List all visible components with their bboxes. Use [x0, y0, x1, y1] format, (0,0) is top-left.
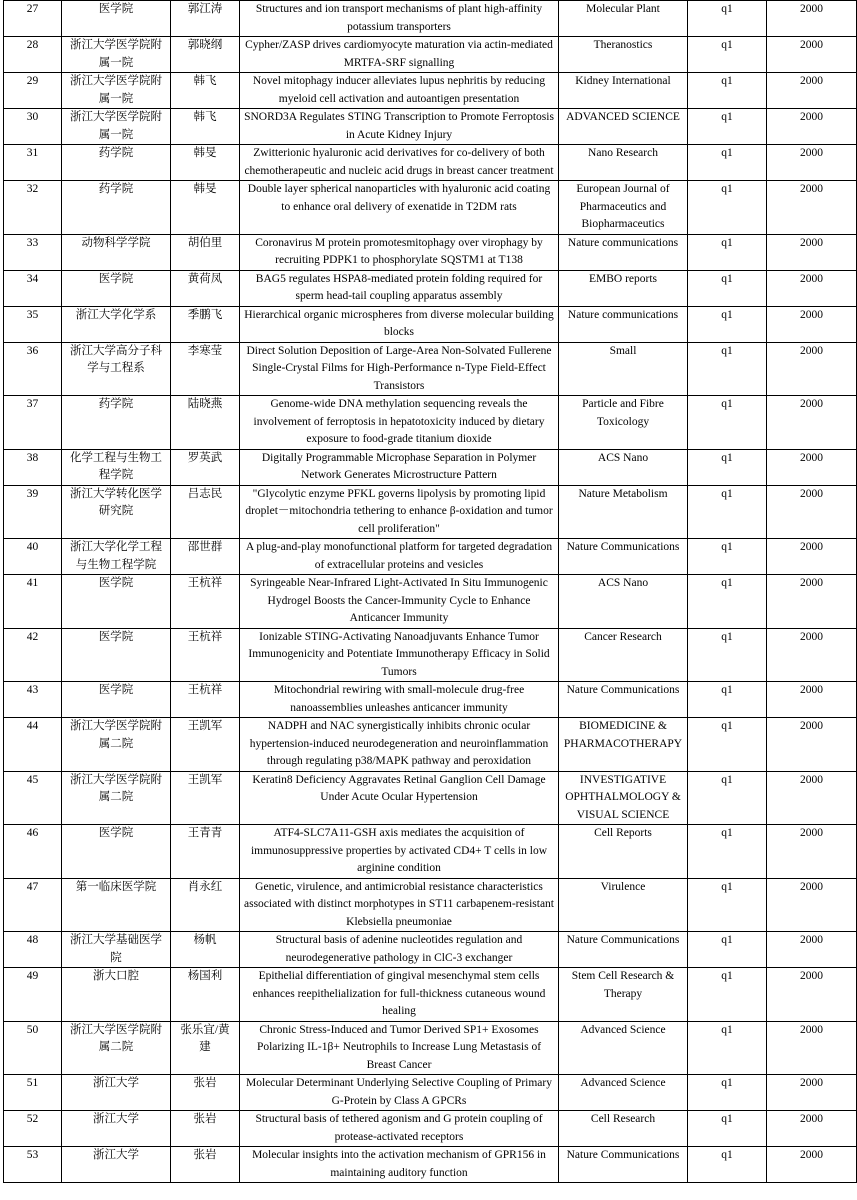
paper-title-cell: Molecular insights into the activation mechanism of GPR156 in maintaining auditory function — [240, 1147, 559, 1183]
quartile-cell: q1 — [688, 1111, 767, 1147]
amount-cell: 2000 — [767, 1021, 857, 1075]
author-cell: 韩飞 — [171, 109, 240, 145]
amount-cell: 2000 — [767, 109, 857, 145]
institution-cell: 浙江大学医学院附属一院 — [62, 37, 171, 73]
row-number-cell: 47 — [4, 878, 62, 932]
amount-cell: 2000 — [767, 1, 857, 37]
table-row — [4, 396, 857, 450]
row-number-cell: 36 — [4, 342, 62, 396]
journal-cell: Nature Communications — [559, 932, 688, 968]
row-number-cell: 34 — [4, 270, 62, 306]
institution-cell: 医学院 — [62, 270, 171, 306]
paper-title-cell: Digitally Programmable Microphase Separation in Polymer Network Generates Microstructure Pattern — [240, 449, 559, 485]
institution-cell: 浙江大学化学工程与生物工程学院 — [62, 539, 171, 575]
institution-cell: 浙江大学化学系 — [62, 306, 171, 342]
author-cell: 王凯军 — [171, 771, 240, 825]
quartile-cell: q1 — [688, 145, 767, 181]
paper-title-cell: Mitochondrial rewiring with small-molecule drug-free nanoassemblies unleashes anticancer immunity — [240, 682, 559, 718]
quartile-cell: q1 — [688, 1, 767, 37]
amount-cell: 2000 — [767, 73, 857, 109]
journal-cell: Advanced Science — [559, 1021, 688, 1075]
quartile-cell: q1 — [688, 628, 767, 682]
amount-cell: 2000 — [767, 682, 857, 718]
author-cell: 王杭祥 — [171, 682, 240, 718]
paper-title-cell: Coronavirus M protein promotesmitophagy over virophagy by recruiting PDPK1 to phosphorylate SQSTM1 at T138 — [240, 234, 559, 270]
paper-title-cell: Hierarchical organic microspheres from diverse molecular building blocks — [240, 306, 559, 342]
institution-cell: 药学院 — [62, 396, 171, 450]
amount-cell: 2000 — [767, 825, 857, 879]
institution-cell: 浙江大学 — [62, 1111, 171, 1147]
author-cell: 陆晓燕 — [171, 396, 240, 450]
table-row — [4, 234, 857, 270]
journal-cell: Stem Cell Research & Therapy — [559, 968, 688, 1022]
institution-cell: 浙江大学医学院附属二院 — [62, 771, 171, 825]
institution-cell: 浙江大学医学院附属一院 — [62, 109, 171, 145]
paper-title-cell: Genetic, virulence, and antimicrobial resistance characteristics associated with distinct morphotypes in ST11 carbapenem-resistant Klebsiella pneumoniae — [240, 878, 559, 932]
institution-cell: 浙江大学高分子科学与工程系 — [62, 342, 171, 396]
author-cell: 张岩 — [171, 1147, 240, 1183]
journal-cell: Cell Reports — [559, 825, 688, 879]
paper-title-cell: Keratin8 Deficiency Aggravates Retinal Ganglion Cell Damage Under Acute Ocular Hypertension — [240, 771, 559, 825]
table-row — [4, 968, 857, 1022]
paper-title-cell: Genome-wide DNA methylation sequencing reveals the involvement of ferroptosis in hepatotoxicity induced by dietary exposure to food-grade titanium dioxide — [240, 396, 559, 450]
amount-cell: 2000 — [767, 181, 857, 235]
paper-title-cell: Novel mitophagy inducer alleviates lupus nephritis by reducing myeloid cell activation and autoantigen presentation — [240, 73, 559, 109]
row-number-cell: 50 — [4, 1021, 62, 1075]
quartile-cell: q1 — [688, 449, 767, 485]
quartile-cell: q1 — [688, 718, 767, 772]
journal-cell: Cancer Research — [559, 628, 688, 682]
table-row — [4, 1, 857, 37]
paper-title-cell: Epithelial differentiation of gingival mesenchymal stem cells enhances reepithelialization for full-thickness cutaneous wound healing — [240, 968, 559, 1022]
paper-title-cell: Syringeable Near-Infrared Light-Activated In Situ Immunogenic Hydrogel Boosts the Cancer-Immunity Cycle to Enhance Anticancer Immunity — [240, 575, 559, 629]
table-row — [4, 449, 857, 485]
table-row — [4, 485, 857, 539]
institution-cell: 浙江大学 — [62, 1147, 171, 1183]
author-cell: 李寒莹 — [171, 342, 240, 396]
paper-title-cell: A plug-and-play monofunctional platform for targeted degradation of extracellular proteins and vesicles — [240, 539, 559, 575]
institution-cell: 医学院 — [62, 1, 171, 37]
institution-cell: 浙江大学转化医学研究院 — [62, 485, 171, 539]
row-number-cell: 40 — [4, 539, 62, 575]
journal-cell: EMBO reports — [559, 270, 688, 306]
paper-title-cell: BAG5 regulates HSPA8-mediated protein folding required for sperm head-tail coupling apparatus assembly — [240, 270, 559, 306]
table-row — [4, 878, 857, 932]
author-cell: 韩飞 — [171, 73, 240, 109]
author-cell: 张岩 — [171, 1111, 240, 1147]
row-number-cell: 42 — [4, 628, 62, 682]
quartile-cell: q1 — [688, 1147, 767, 1183]
journal-cell: Nature communications — [559, 234, 688, 270]
table-row — [4, 342, 857, 396]
paper-title-cell: Chronic Stress-Induced and Tumor Derived SP1+ Exosomes Polarizing IL-1β+ Neutrophils to Increase Lung Metastasis of Breast Cancer — [240, 1021, 559, 1075]
row-number-cell: 35 — [4, 306, 62, 342]
table-row — [4, 771, 857, 825]
journal-cell: Cell Research — [559, 1111, 688, 1147]
quartile-cell: q1 — [688, 73, 767, 109]
author-cell: 吕志民 — [171, 485, 240, 539]
journal-cell: Nature Communications — [559, 1147, 688, 1183]
row-number-cell: 45 — [4, 771, 62, 825]
institution-cell: 第一临床医学院 — [62, 878, 171, 932]
paper-title-cell: SNORD3A Regulates STING Transcription to Promote Ferroptosis in Acute Kidney Injury — [240, 109, 559, 145]
institution-cell: 浙大口腔 — [62, 968, 171, 1022]
publication-table — [3, 0, 857, 1183]
amount-cell: 2000 — [767, 539, 857, 575]
row-number-cell: 53 — [4, 1147, 62, 1183]
institution-cell: 医学院 — [62, 575, 171, 629]
amount-cell: 2000 — [767, 932, 857, 968]
row-number-cell: 48 — [4, 932, 62, 968]
paper-title-cell: ATF4-SLC7A11-GSH axis mediates the acquisition of immunosuppressive properties by activated CD4+ T cells in low arginine condition — [240, 825, 559, 879]
quartile-cell: q1 — [688, 878, 767, 932]
paper-title-cell: Molecular Determinant Underlying Selective Coupling of Primary G-Protein by Class A GPCRs — [240, 1075, 559, 1111]
table-body — [4, 1, 857, 1183]
row-number-cell: 27 — [4, 1, 62, 37]
row-number-cell: 44 — [4, 718, 62, 772]
quartile-cell: q1 — [688, 575, 767, 629]
amount-cell: 2000 — [767, 37, 857, 73]
row-number-cell: 52 — [4, 1111, 62, 1147]
journal-cell: BIOMEDICINE & PHARMACOTHERAPY — [559, 718, 688, 772]
author-cell: 张岩 — [171, 1075, 240, 1111]
institution-cell: 浙江大学医学院附属二院 — [62, 718, 171, 772]
amount-cell: 2000 — [767, 968, 857, 1022]
paper-title-cell: NADPH and NAC synergistically inhibits chronic ocular hypertension-induced neurodegeneration and neuroinflammation through regulating p38/MAPK pathway and peroxidation — [240, 718, 559, 772]
journal-cell: Nature Metabolism — [559, 485, 688, 539]
journal-cell: ACS Nano — [559, 575, 688, 629]
author-cell: 肖永红 — [171, 878, 240, 932]
quartile-cell: q1 — [688, 181, 767, 235]
journal-cell: Nature Communications — [559, 682, 688, 718]
quartile-cell: q1 — [688, 234, 767, 270]
quartile-cell: q1 — [688, 342, 767, 396]
table-row — [4, 181, 857, 235]
journal-cell: Small — [559, 342, 688, 396]
row-number-cell: 43 — [4, 682, 62, 718]
paper-title-cell: Cypher/ZASP drives cardiomyocyte maturation via actin-mediated MRTFA-SRF signalling — [240, 37, 559, 73]
amount-cell: 2000 — [767, 342, 857, 396]
journal-cell: Nature communications — [559, 306, 688, 342]
amount-cell: 2000 — [767, 234, 857, 270]
table-row — [4, 932, 857, 968]
amount-cell: 2000 — [767, 485, 857, 539]
journal-cell: INVESTIGATIVE OPHTHALMOLOGY & VISUAL SCIENCE — [559, 771, 688, 825]
row-number-cell: 46 — [4, 825, 62, 879]
row-number-cell: 30 — [4, 109, 62, 145]
amount-cell: 2000 — [767, 771, 857, 825]
table-row — [4, 825, 857, 879]
amount-cell: 2000 — [767, 878, 857, 932]
amount-cell: 2000 — [767, 1147, 857, 1183]
journal-cell: Virulence — [559, 878, 688, 932]
table-row — [4, 718, 857, 772]
amount-cell: 2000 — [767, 449, 857, 485]
institution-cell: 医学院 — [62, 825, 171, 879]
amount-cell: 2000 — [767, 575, 857, 629]
amount-cell: 2000 — [767, 628, 857, 682]
author-cell: 韩旻 — [171, 145, 240, 181]
journal-cell: European Journal of Pharmaceutics and Biopharmaceutics — [559, 181, 688, 235]
table-row — [4, 682, 857, 718]
row-number-cell: 39 — [4, 485, 62, 539]
quartile-cell: q1 — [688, 306, 767, 342]
journal-cell: ADVANCED SCIENCE — [559, 109, 688, 145]
institution-cell: 动物科学学院 — [62, 234, 171, 270]
table-row — [4, 145, 857, 181]
table-row — [4, 575, 857, 629]
quartile-cell: q1 — [688, 825, 767, 879]
quartile-cell: q1 — [688, 109, 767, 145]
row-number-cell: 38 — [4, 449, 62, 485]
author-cell: 韩旻 — [171, 181, 240, 235]
row-number-cell: 51 — [4, 1075, 62, 1111]
institution-cell: 药学院 — [62, 181, 171, 235]
author-cell: 张乐宜/黄建 — [171, 1021, 240, 1075]
amount-cell: 2000 — [767, 270, 857, 306]
paper-title-cell: Structural basis of adenine nucleotides regulation and neurodegenerative pathology in ClC-3 exchanger — [240, 932, 559, 968]
amount-cell: 2000 — [767, 718, 857, 772]
institution-cell: 浙江大学基础医学院 — [62, 932, 171, 968]
row-number-cell: 37 — [4, 396, 62, 450]
table-row — [4, 306, 857, 342]
paper-title-cell: Structures and ion transport mechanisms of plant high-affinity potassium transporters — [240, 1, 559, 37]
institution-cell: 浙江大学医学院附属一院 — [62, 73, 171, 109]
author-cell: 杨国利 — [171, 968, 240, 1022]
paper-title-cell: Zwitterionic hyaluronic acid derivatives for co-delivery of both chemotherapeutic and nucleic acid drugs in breast cancer treatment — [240, 145, 559, 181]
journal-cell: Advanced Science — [559, 1075, 688, 1111]
quartile-cell: q1 — [688, 396, 767, 450]
journal-cell: Molecular Plant — [559, 1, 688, 37]
author-cell: 罗英武 — [171, 449, 240, 485]
institution-cell: 医学院 — [62, 682, 171, 718]
author-cell: 邵世群 — [171, 539, 240, 575]
author-cell: 王杭祥 — [171, 575, 240, 629]
row-number-cell: 31 — [4, 145, 62, 181]
paper-title-cell: Double layer spherical nanoparticles with hyaluronic acid coating to enhance oral delivery of exenatide in T2DM rats — [240, 181, 559, 235]
quartile-cell: q1 — [688, 37, 767, 73]
quartile-cell: q1 — [688, 539, 767, 575]
institution-cell: 浙江大学 — [62, 1075, 171, 1111]
quartile-cell: q1 — [688, 1021, 767, 1075]
table-row — [4, 109, 857, 145]
journal-cell: ACS Nano — [559, 449, 688, 485]
amount-cell: 2000 — [767, 145, 857, 181]
author-cell: 郭江涛 — [171, 1, 240, 37]
paper-title-cell: "Glycolytic enzyme PFKL governs lipolysis by promoting lipid droplet－mitochondria tethering to enhance β-oxidation and tumor cell proliferation" — [240, 485, 559, 539]
row-number-cell: 28 — [4, 37, 62, 73]
quartile-cell: q1 — [688, 1075, 767, 1111]
institution-cell: 化学工程与生物工程学院 — [62, 449, 171, 485]
author-cell: 杨帆 — [171, 932, 240, 968]
journal-cell: Kidney International — [559, 73, 688, 109]
institution-cell: 浙江大学医学院附属二院 — [62, 1021, 171, 1075]
author-cell: 季鹏飞 — [171, 306, 240, 342]
author-cell: 胡伯里 — [171, 234, 240, 270]
amount-cell: 2000 — [767, 396, 857, 450]
journal-cell: Nano Research — [559, 145, 688, 181]
row-number-cell: 32 — [4, 181, 62, 235]
quartile-cell: q1 — [688, 968, 767, 1022]
author-cell: 王青青 — [171, 825, 240, 879]
quartile-cell: q1 — [688, 270, 767, 306]
paper-title-cell: Direct Solution Deposition of Large-Area Non-Solvated Fullerene Single-Crystal Films for High-Performance n-Type Field-Effect Transistors — [240, 342, 559, 396]
row-number-cell: 41 — [4, 575, 62, 629]
table-row — [4, 73, 857, 109]
author-cell: 王杭祥 — [171, 628, 240, 682]
author-cell: 郭晓纲 — [171, 37, 240, 73]
journal-cell: Nature Communications — [559, 539, 688, 575]
author-cell: 黄荷凤 — [171, 270, 240, 306]
quartile-cell: q1 — [688, 682, 767, 718]
journal-cell: Particle and Fibre Toxicology — [559, 396, 688, 450]
row-number-cell: 29 — [4, 73, 62, 109]
quartile-cell: q1 — [688, 771, 767, 825]
table-row — [4, 1075, 857, 1111]
paper-title-cell: Ionizable STING-Activating Nanoadjuvants Enhance Tumor Immunogenicity and Potentiate Immunotherapy Efficacy in Solid Tumors — [240, 628, 559, 682]
author-cell: 王凯军 — [171, 718, 240, 772]
table-row — [4, 270, 857, 306]
row-number-cell: 49 — [4, 968, 62, 1022]
amount-cell: 2000 — [767, 1075, 857, 1111]
table-row — [4, 628, 857, 682]
institution-cell: 医学院 — [62, 628, 171, 682]
table-row — [4, 539, 857, 575]
institution-cell: 药学院 — [62, 145, 171, 181]
amount-cell: 2000 — [767, 1111, 857, 1147]
table-row — [4, 1147, 857, 1183]
journal-cell: Theranostics — [559, 37, 688, 73]
table-row — [4, 37, 857, 73]
quartile-cell: q1 — [688, 485, 767, 539]
paper-title-cell: Structural basis of tethered agonism and G protein coupling of protease-activated receptors — [240, 1111, 559, 1147]
table-row — [4, 1021, 857, 1075]
quartile-cell: q1 — [688, 932, 767, 968]
amount-cell: 2000 — [767, 306, 857, 342]
row-number-cell: 33 — [4, 234, 62, 270]
table-row — [4, 1111, 857, 1147]
